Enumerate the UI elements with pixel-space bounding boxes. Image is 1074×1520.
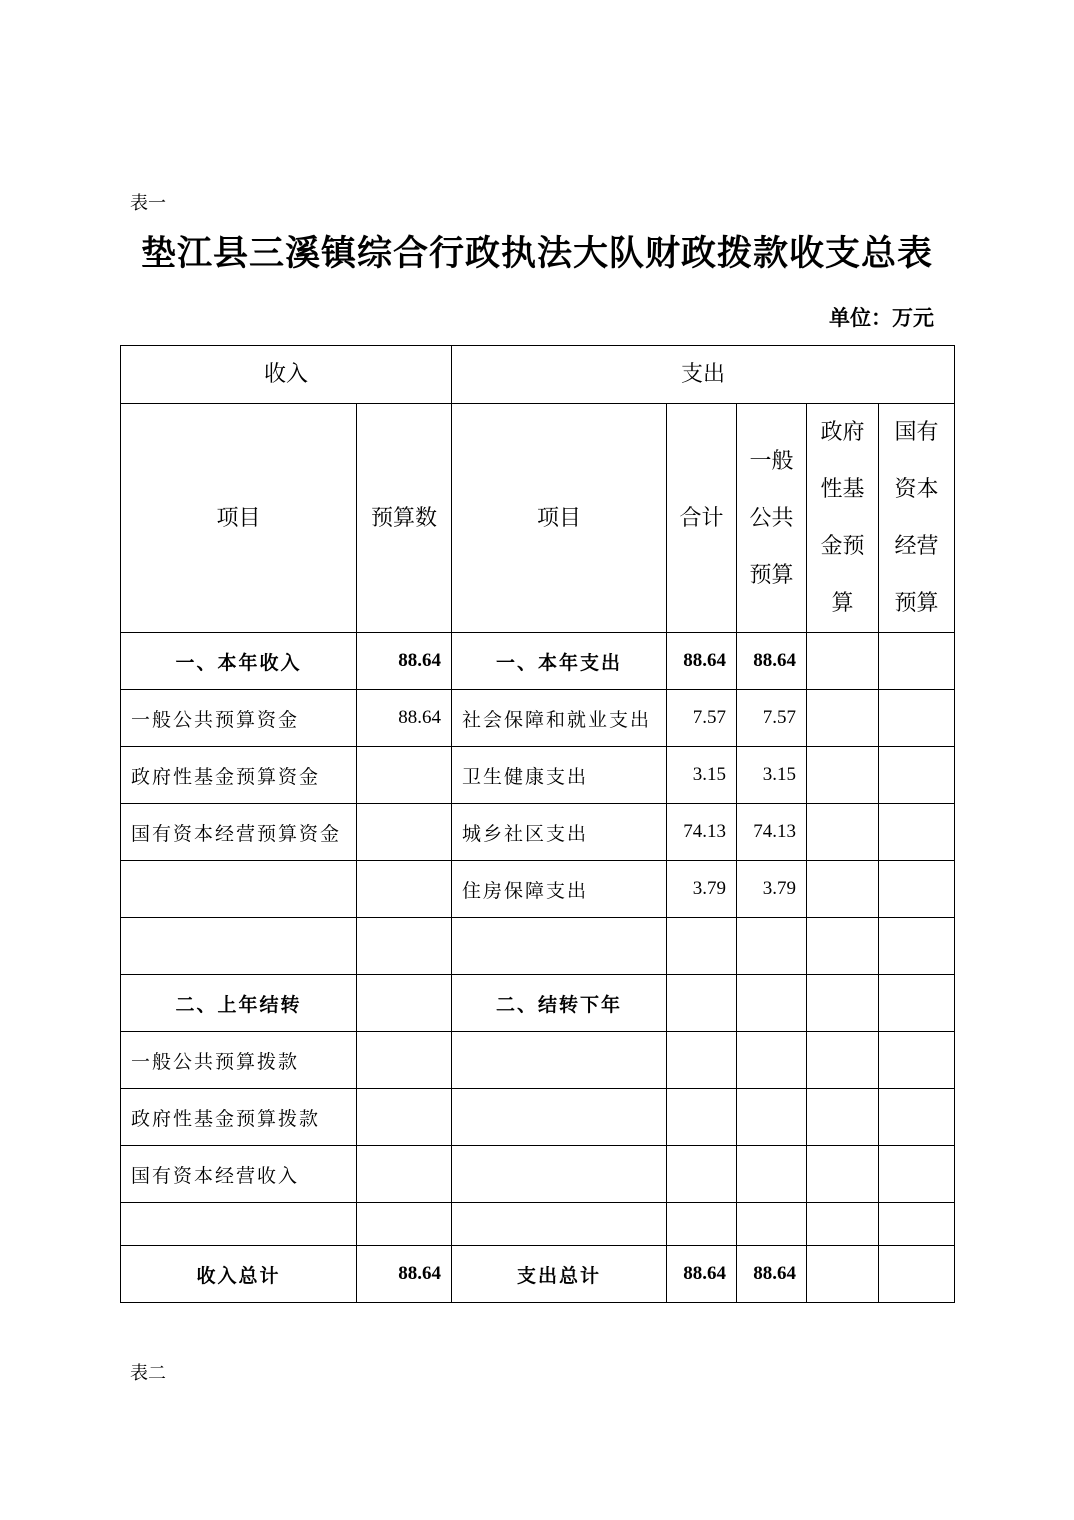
income-value-cell <box>357 747 452 804</box>
income-value-cell <box>357 1032 452 1089</box>
state-capital-value-cell <box>879 1203 955 1246</box>
general-budget-value-cell: 88.64 <box>737 633 807 690</box>
fund-line: 政府 <box>820 420 865 445</box>
income-item-cell: 收入总计 <box>121 1246 357 1303</box>
total-value-cell: 3.79 <box>667 861 737 918</box>
general-budget-value-cell <box>737 1203 807 1246</box>
state-capital-value-cell <box>879 861 955 918</box>
total-value-cell: 7.57 <box>667 690 737 747</box>
state-capital-value-cell <box>879 1146 955 1203</box>
income-item-cell: 二、上年结转 <box>121 975 357 1032</box>
state-capital-value-cell <box>879 918 955 975</box>
table-row <box>121 1032 955 1089</box>
table-row <box>121 1203 955 1246</box>
general-budget-value-cell: 88.64 <box>737 1246 807 1303</box>
budget-header: 预算数 <box>357 404 452 633</box>
table-label-bottom: 表二 <box>130 1363 166 1384</box>
general-line: 预算 <box>749 562 794 588</box>
budget-table <box>120 345 955 1303</box>
income-item-cell: 国有资本经营预算资金 <box>121 804 357 861</box>
table-row <box>121 1146 955 1203</box>
income-value-cell <box>357 861 452 918</box>
state-capital-value-cell <box>879 633 955 690</box>
table-row <box>121 1089 955 1146</box>
fund-budget-value-cell <box>807 747 879 804</box>
income-value-cell <box>357 1203 452 1246</box>
fund-line: 性基 <box>820 477 865 502</box>
table-row <box>121 804 955 861</box>
general-budget-value-cell <box>737 1032 807 1089</box>
state-capital-value-cell <box>879 747 955 804</box>
income-item-header: 项目 <box>121 404 357 633</box>
general-budget-value-cell: 74.13 <box>737 804 807 861</box>
income-item-cell: 一般公共预算拨款 <box>121 1032 357 1089</box>
table-row <box>121 861 955 918</box>
state-capital-value-cell <box>879 804 955 861</box>
income-value-cell: 88.64 <box>357 633 452 690</box>
income-item-cell <box>121 918 357 975</box>
total-value-cell: 88.64 <box>667 1246 737 1303</box>
expense-item-cell <box>452 1146 667 1203</box>
fund-budget-value-cell <box>807 1032 879 1089</box>
fund-budget-header <box>807 404 879 633</box>
state-capital-header <box>879 404 955 633</box>
income-value-cell: 88.64 <box>357 1246 452 1303</box>
income-value-cell <box>357 804 452 861</box>
income-item-cell <box>121 1203 357 1246</box>
total-value-cell <box>667 1032 737 1089</box>
fund-budget-value-cell <box>807 690 879 747</box>
general-budget-value-cell <box>737 1146 807 1203</box>
general-budget-value-cell: 3.79 <box>737 861 807 918</box>
state-capital-value-cell <box>879 1089 955 1146</box>
income-value-cell <box>357 1146 452 1203</box>
income-value-cell <box>357 975 452 1032</box>
expense-item-cell: 住房保障支出 <box>452 861 667 918</box>
general-line: 一般 <box>749 448 794 474</box>
expense-item-header: 项目 <box>452 404 667 633</box>
expense-item-cell <box>452 918 667 975</box>
table-row <box>121 747 955 804</box>
expense-item-cell: 城乡社区支出 <box>452 804 667 861</box>
fund-budget-value-cell <box>807 1089 879 1146</box>
unit-label: 单位：万元 <box>829 305 934 330</box>
general-budget-value-cell: 7.57 <box>737 690 807 747</box>
expense-item-cell <box>452 1032 667 1089</box>
expense-item-cell <box>452 1203 667 1246</box>
general-budget-value-cell: 3.15 <box>737 747 807 804</box>
fund-budget-value-cell <box>807 1203 879 1246</box>
income-value-cell <box>357 918 452 975</box>
fund-budget-value-cell <box>807 633 879 690</box>
total-value-cell <box>667 1203 737 1246</box>
total-value-cell <box>667 1146 737 1203</box>
fund-budget-value-cell <box>807 1146 879 1203</box>
fund-budget-value-cell <box>807 975 879 1032</box>
page-title: 垫江县三溪镇综合行政执法大队财政拨款收支总表 <box>140 233 933 274</box>
fund-budget-value-cell <box>807 1246 879 1303</box>
income-item-cell: 国有资本经营收入 <box>121 1146 357 1203</box>
expense-item-cell <box>452 1089 667 1146</box>
fund-line: 算 <box>831 591 854 616</box>
income-item-cell: 政府性基金预算资金 <box>121 747 357 804</box>
total-value-cell: 88.64 <box>667 633 737 690</box>
expense-item-cell: 一、本年支出 <box>452 633 667 690</box>
table-row <box>121 690 955 747</box>
income-value-cell: 88.64 <box>357 690 452 747</box>
state-line: 经营 <box>894 534 939 559</box>
expense-header: 支出 <box>452 346 955 404</box>
state-line: 资本 <box>894 477 939 502</box>
general-line: 公共 <box>749 505 794 531</box>
total-header: 合计 <box>667 404 737 633</box>
fund-budget-value-cell <box>807 918 879 975</box>
total-value-cell: 74.13 <box>667 804 737 861</box>
fund-budget-value-cell <box>807 861 879 918</box>
general-budget-header <box>737 404 807 633</box>
general-budget-value-cell <box>737 918 807 975</box>
general-budget-value-cell <box>737 975 807 1032</box>
expense-item-cell: 支出总计 <box>452 1246 667 1303</box>
state-capital-value-cell <box>879 1246 955 1303</box>
table-row <box>121 633 955 690</box>
table-row <box>121 918 955 975</box>
income-header: 收入 <box>121 346 452 404</box>
fund-budget-value-cell <box>807 804 879 861</box>
state-line: 国有 <box>894 420 939 445</box>
total-value-cell <box>667 975 737 1032</box>
income-item-cell: 一、本年收入 <box>121 633 357 690</box>
expense-item-cell: 卫生健康支出 <box>452 747 667 804</box>
expense-item-cell: 社会保障和就业支出 <box>452 690 667 747</box>
income-value-cell <box>357 1089 452 1146</box>
fund-line: 金预 <box>820 534 865 559</box>
total-value-cell <box>667 918 737 975</box>
table-row <box>121 1246 955 1303</box>
total-value-cell: 3.15 <box>667 747 737 804</box>
income-item-cell: 一般公共预算资金 <box>121 690 357 747</box>
total-value-cell <box>667 1089 737 1146</box>
general-budget-value-cell <box>737 1089 807 1146</box>
table-label-top: 表一 <box>130 193 166 214</box>
expense-item-cell: 二、结转下年 <box>452 975 667 1032</box>
income-item-cell <box>121 861 357 918</box>
income-item-cell: 政府性基金预算拨款 <box>121 1089 357 1146</box>
state-capital-value-cell <box>879 975 955 1032</box>
state-capital-value-cell <box>879 1032 955 1089</box>
table-row <box>121 975 955 1032</box>
state-line: 预算 <box>894 591 939 616</box>
state-capital-value-cell <box>879 690 955 747</box>
